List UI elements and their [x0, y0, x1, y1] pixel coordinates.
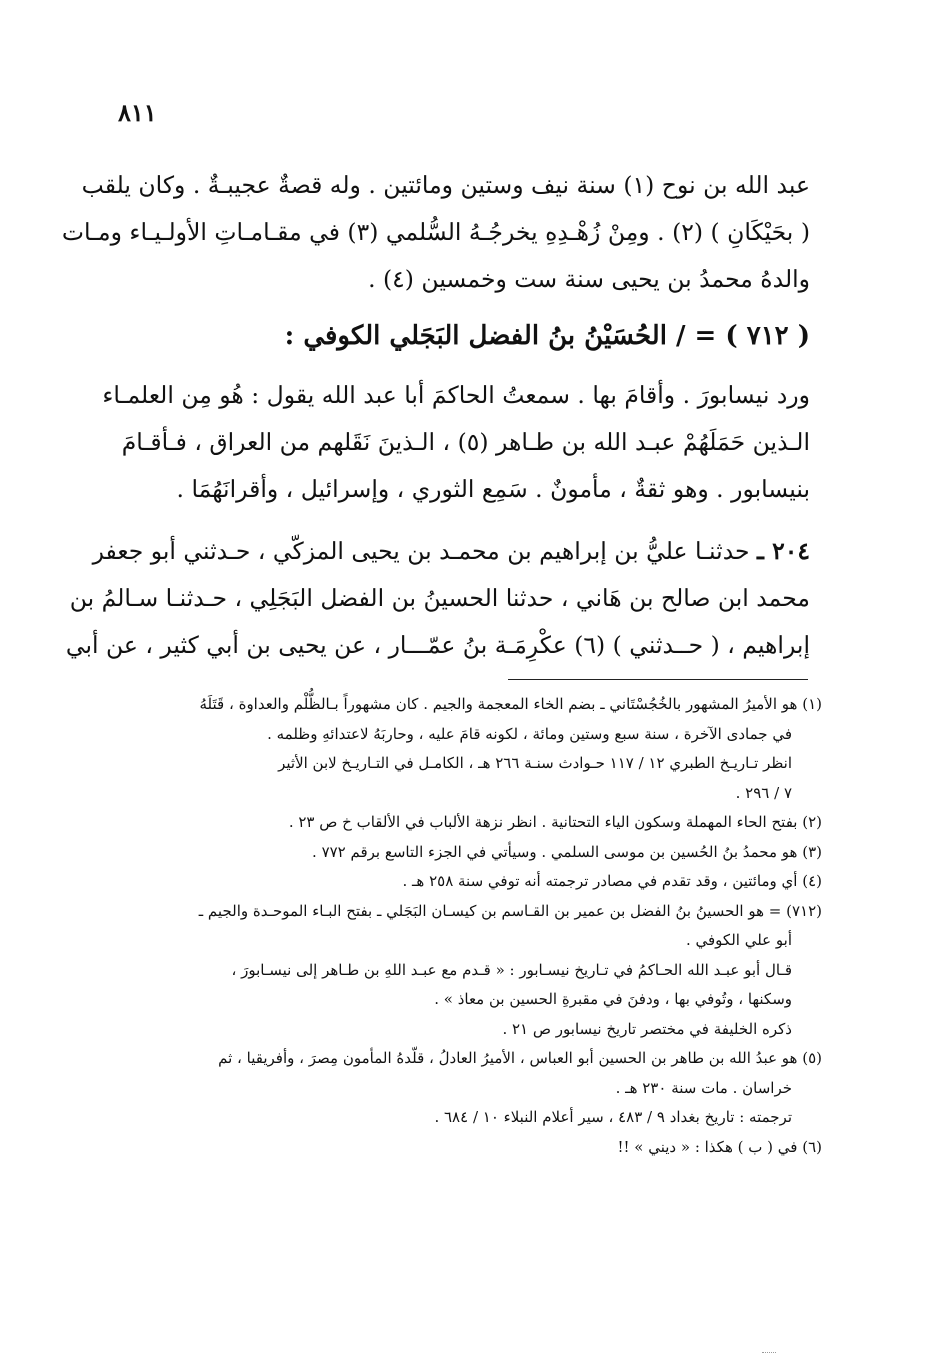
hadith-number: ٢٠٤ ـ [757, 537, 810, 565]
paragraph-hadith [65, 528, 810, 669]
footnote-line: (٦) في ( ب ) هكذا : « ديني » !! [617, 1137, 822, 1156]
footnote-line: (٢) بفتح الحاء المهملة وسكون الياء التحتانية . انظر نزهة الألباب في الألقاب خ ص ٢٣ . [288, 813, 822, 831]
page-number: ٨١١ [118, 98, 157, 127]
footnote-line: (١) هو الأميرُ المشهور بالخُجُسْتَاني ـ بضم الخاء المعجمة والجيم . كان مشهوراً بـالظُّلْم والعداوة ، قَتَلَهُ [199, 695, 822, 713]
text-line: الـذين حَمَلَهُمْ عبـد الله بن طـاهر (٥) ، الـذينَ نَقَلهم من العراق ، فـأقـامَ [121, 428, 810, 456]
footnotes [128, 690, 822, 1162]
scan-mark [762, 1352, 776, 1361]
footnote-separator [508, 679, 808, 680]
text-line: والدهُ محمدُ بن يحيى سنة ست وخمسين (٤) . [368, 265, 810, 293]
footnote-line: في جمادى الآخرة ، سنة سبع وستين ومائة ، لكونه قامَ عليه ، وحاربَهُ لاعتدائهِ وظلمه . [267, 724, 792, 743]
footnote-line: خراسان . مات سنة ٢٣٠ هـ . [615, 1078, 792, 1097]
text-line: ( بحَيْكَانِ ) (٢) . ومِنْ زُهْـدِهِ يخرجُـهُ السُّلمي (٣) في مقـامـاتِ الأولـيـاء ومـات [61, 218, 810, 246]
text-line: بنيسابور . وهو ثقةٌ ، مأمونٌ . سَمِع الثوري ، وإسرائيل ، وأقرانَهُمَا . [176, 475, 810, 503]
footnote-line: (٥) هو عبدُ الله بن طاهر بن الحسين أبو العباس ، الأميرُ العادلُ ، قلّدهُ المأمون مِصرَ ، وأفريقيا ، ثم [218, 1049, 822, 1067]
footnote-line: انظر تـاريـخ الطبري ١٢ / ١١٧ حـوادث سنـة ٢٦٦ هـ ، الكامـل في التـاريـخ لابن الأثير [278, 754, 792, 772]
footnote-line: أبو علي الكوفي . [685, 931, 792, 949]
hadith-text: حدثنـا عليُّ بن إبراهيم بن محمـد بن يحيى المزكّي ، حـدثني أبو جعفر [92, 537, 750, 565]
footnote-line: قـال أبو عبـد الله الحـاكمُ في تـاريخ نيسـابور : « قـدم مع عبـد اللهِ بن طـاهر إلى نيسـابورَ ، [231, 960, 792, 979]
text-line [92, 528, 810, 575]
text-line: إبراهيم ، ( حــدثني ) (٦) عكْرِمَـة بنُ عمّـــار ، عن يحيى بن أبي كثير ، عن أبي [65, 631, 810, 659]
footnote-line: وسكنها ، وتُوفي بها ، ودفنَ في مقبرةِ الحسين بن معاذ » . [434, 990, 792, 1008]
paragraph-intro [61, 162, 810, 303]
entry-heading: ( ٧١٢ ) = / الحُسَيْنُ بنُ الفضل البَجَلي الكوفي : [284, 321, 810, 351]
footnote-line: (٤) أي ومائتين ، وقد تقدم في مصادر ترجمته أنه توفي سنة ٢٥٨ هـ . [402, 872, 822, 890]
footnote-line: ذكره الخليفة في مختصر تاريخ نيسابور ص ٢١ . [502, 1019, 792, 1038]
footnote-line: (٧١٢) = هو الحسينُ بنُ الفضل بن عمير بن القـاسم بن كيسـان البَجَلي ـ بفتح البـاء الموحـدة والجيم ـ [198, 901, 822, 920]
footnote-line: (٣) هو محمدُ بنُ الحُسين بن موسى السلمي . وسيأتي في الجزء التاسع برقم ٧٧٢ . [312, 842, 822, 861]
footnote-line: ٧ / ٢٩٦ . [735, 783, 792, 802]
footnote-line: ترجمته : تاريخ بغداد ٩ / ٤٨٣ ، سير أعلام النبلاء ١٠ / ٦٨٤ . [434, 1108, 792, 1126]
text-line: محمد ابن صالح بن هَاني ، حدثنا الحسينُ بن الفضل البَجَلِي ، حـدثنـا سـالمُ بن [69, 584, 810, 612]
text-line: ورد نيسابورَ . وأقامَ بها . سمعتُ الحاكمَ أبا عبد الله يقول : هُو مِن العلمـاء [102, 381, 810, 409]
paragraph-biography [102, 372, 810, 513]
text-line: عبد الله بن نوح (١) سنة نيف وستين ومائتين . وله قصةٌ عجيبـةٌ . وكان يلقب [81, 171, 810, 199]
